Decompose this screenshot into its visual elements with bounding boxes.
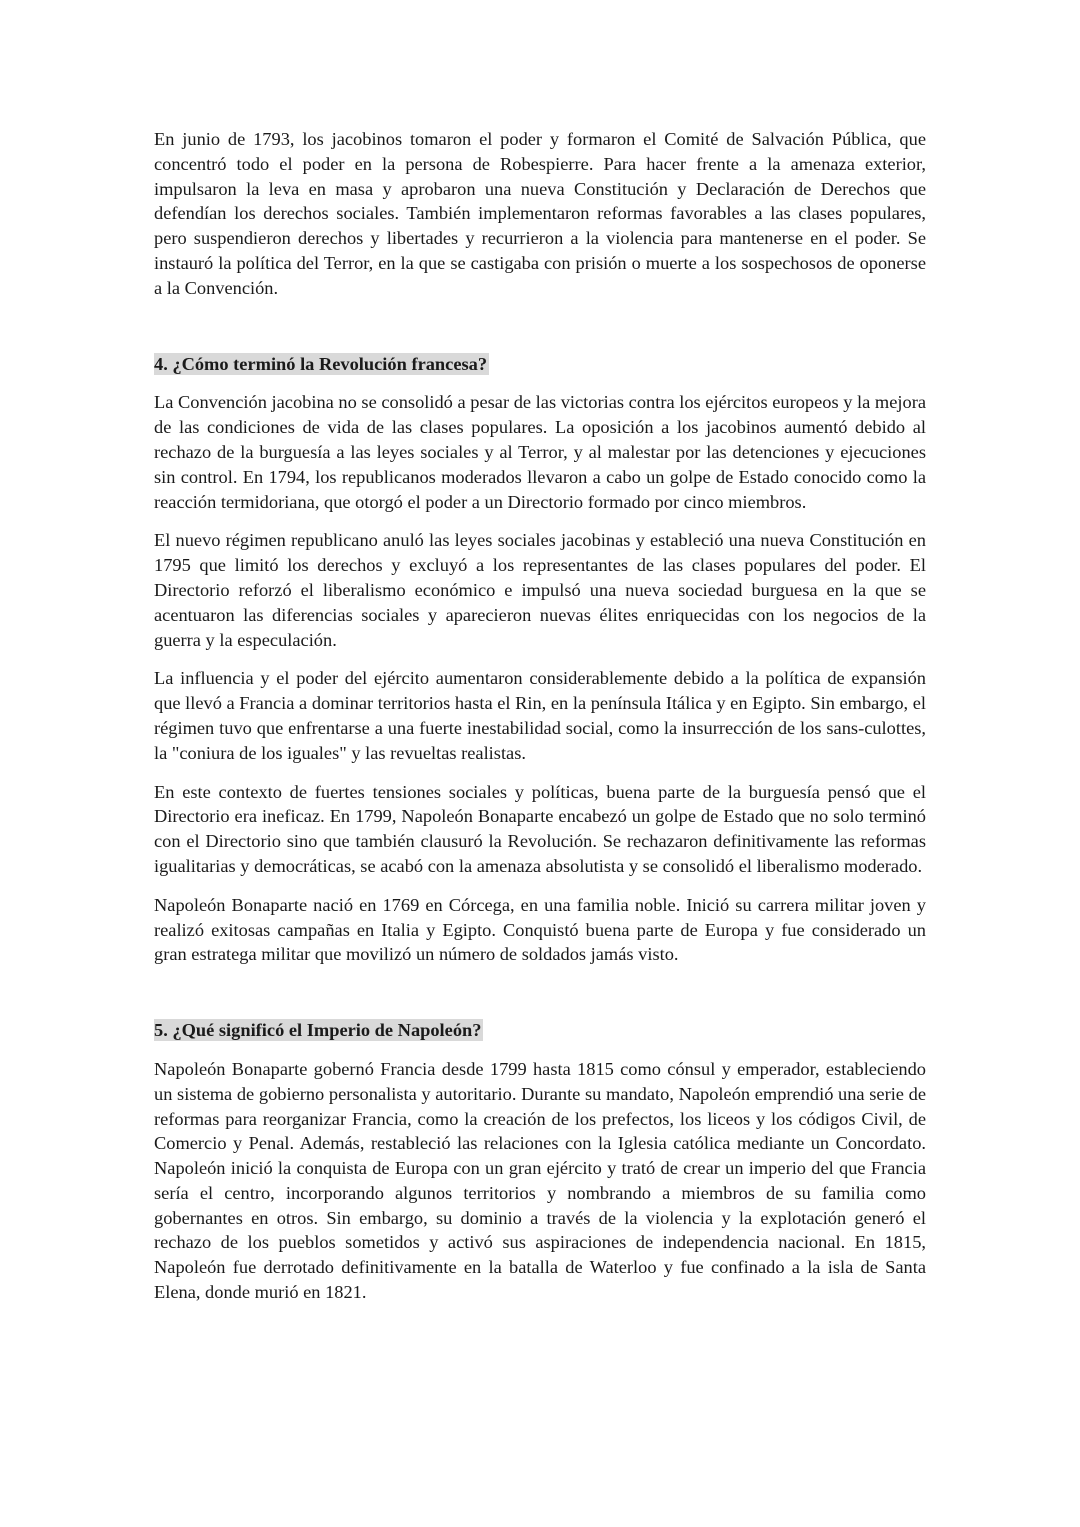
body-paragraph: Napoleón Bonaparte gobernó Francia desde 1799 hasta 1815 como cónsul y emperador, estableciendo un sistema de gobierno personalista y autoritario. Durante su mandato, Napoleón emprendió una serie de reformas para reorganizar Francia, como la creación de los prefectos, los liceos y los códigos Civil, de Comercio y Penal. Además, restableció las relaciones con la Iglesia católica mediante un Concordato. Napoleón inició la conquista de Europa con un gran ejército y trató de crear un imperio del que Francia sería el centro, incorporando algunos territorios y nombrando a miembros de su familia como gobernantes en otros. Sin embargo, su dominio a través de la violencia y la explotación generó el rechazo de los pueblos sometidos y activó sus aspiraciones de independencia nacional. En 1815, Napoleón fue derrotado definitivamente en la batalla de Waterloo y fue confinado a la isla de Santa Elena, donde murió en 1821. xyxy=(154,1058,926,1303)
section-heading-text: 4. ¿Cómo terminó la Revolución francesa? xyxy=(154,353,488,374)
section-5 xyxy=(154,1018,926,1305)
body-paragraph: La Convención jacobina no se consolidó a pesar de las victorias contra los ejércitos europeos y la mejora de las condiciones de vida de las clases populares. La oposición a los jacobinos aumentó debido al rechazo de la burguesía a las leyes sociales y al Terror, y al malestar por las detenciones y ejecuciones sin control. En 1794, los republicanos moderados llevaron a cabo un golpe de Estado conocido como la reacción termidoriana, que otorgó el poder a un Directorio formado por cinco miembros. xyxy=(154,392,926,512)
section-4 xyxy=(154,352,926,968)
section-heading-text: 5. ¿Qué significó el Imperio de Napoleón? xyxy=(154,1020,482,1041)
body-paragraph: El nuevo régimen republicano anuló las leyes sociales jacobinas y estableció una nueva Constitución en 1795 que limitó los derechos y excluyó a los representantes de las clases populares del poder. El Directorio reforzó el liberalismo económico e impulsó una nueva sociedad burguesa en la que se acentuaron las diferencias sociales y aparecieron nuevas élites enriquecidas con los negocios de la guerra y la especulación. xyxy=(154,530,926,650)
body-paragraph: En este contexto de fuertes tensiones sociales y políticas, buena parte de la burguesía pensó que el Directorio era ineficaz. En 1799, Napoleón Bonaparte encabezó un golpe de Estado que no solo terminó con el Directorio sino que también clausuró la Revolución. Se rechazaron definitivamente las reformas igualitarias y democráticas, se acabó con la amenaza absolutista y se consolidó el liberalismo moderado. xyxy=(154,781,926,876)
section-heading xyxy=(154,352,926,377)
body-paragraph: La influencia y el poder del ejército aumentaron considerablemente debido a la política de expansión que llevó a Francia a dominar territorios hasta el Rin, en la península Itálica y en Egipto. Sin embargo, el régimen tuvo que enfrentarse a una fuerte inestabilidad social, como la insurrección de los sans-culottes, la "coniura de los iguales" y las revueltas realistas. xyxy=(154,668,926,763)
body-paragraph: Napoleón Bonaparte nació en 1769 en Córcega, en una familia noble. Inició su carrera militar joven y realizó exitosas campañas en Italia y Egipto. Conquistó buena parte de Europa y fue considerado un gran estratega militar que movilizó un número de soldados jamás visto. xyxy=(154,894,926,965)
intro-paragraph: En junio de 1793, los jacobinos tomaron el poder y formaron el Comité de Salvación Pública, que concentró todo el poder en la persona de Robespierre. Para hacer frente a la amenaza exterior, impulsaron la leva en masa y aprobaron una nueva Constitución y Declaración de Derechos que defendían los derechos sociales. También implementaron reformas favorables a las clases populares, pero suspendieron derechos y libertades y recurrieron a la violencia para mantenerse en el poder. Se instauró la política del Terror, en la que se castigaba con prisión o muerte a los sospechosos de oponerse a la Convención. xyxy=(154,129,926,298)
section-heading xyxy=(154,1018,926,1043)
document-page xyxy=(154,127,926,1305)
